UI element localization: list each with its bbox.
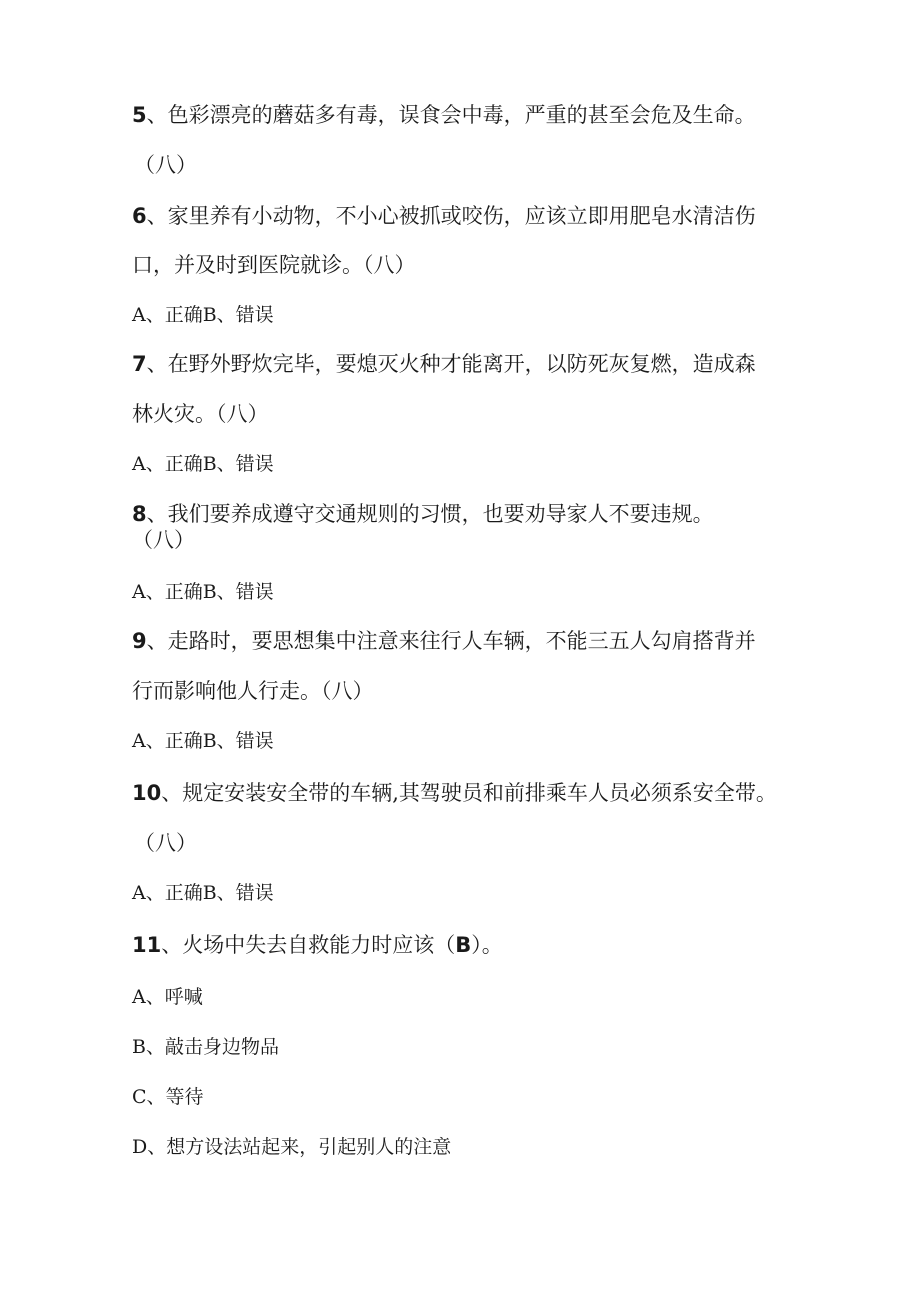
options-line: A、正确B、错误 [132,882,274,904]
question-5 [132,101,756,129]
question-11 [132,931,503,959]
question-number: 7 [132,352,147,376]
question-text: 、在野外野炊完毕，要熄灭火种才能离开，以防死灰复燃，造成森 [146,352,756,376]
options-line: A、正确B、错误 [132,304,274,326]
question-7 [132,350,756,378]
answer-letter: B [455,933,472,957]
question-number: 5 [132,103,147,127]
question-text: 、规定安装安全带的车辆,其驾驶员和前排乘车人员必须系安全带。 [161,781,777,805]
option-d: D、想方设法站起来，引起别人的注意 [132,1136,452,1158]
answer-mark: （八） [134,153,197,177]
question-10 [132,779,777,807]
question-number: 8 [132,502,147,526]
question-text-end: ）。 [471,933,503,957]
question-number: 10 [132,781,162,805]
question-6 [132,202,756,230]
question-number: 9 [132,629,147,653]
question-text: 、家里养有小动物，不小心被抓或咬伤，应该立即用肥皂水清洁伤 [146,204,756,228]
question-text: 、我们要养成遵守交通规则的习惯，也要劝导家人不要违规。 [146,502,714,526]
question-text: 、火场中失去自救能力时应该（ [161,933,456,957]
question-text-continued: 林火灾。（八） [132,402,269,426]
option-a: A、呼喊 [132,986,203,1008]
answer-mark: （八） [134,831,197,855]
question-text-continued: 口，并及时到医院就诊。（八） [132,253,416,277]
option-c: C、等待 [132,1086,204,1108]
question-9 [132,627,756,655]
option-b: B、敲击身边物品 [132,1036,279,1058]
question-8 [132,500,714,528]
question-number: 6 [132,204,147,228]
question-number: 11 [132,933,162,957]
options-line: A、正确B、错误 [132,730,274,752]
question-text: 、色彩漂亮的蘑菇多有毒，误食会中毒，严重的甚至会危及生命。 [146,103,756,127]
question-text: 、走路时，要思想集中注意来往行人车辆，不能三五人勾肩搭背并 [146,629,756,653]
options-line: A、正确B、错误 [132,581,274,603]
options-line: A、正确B、错误 [132,453,274,475]
question-text-continued: 行而影响他人行走。（八） [132,679,374,703]
answer-mark: （八） [132,528,195,552]
